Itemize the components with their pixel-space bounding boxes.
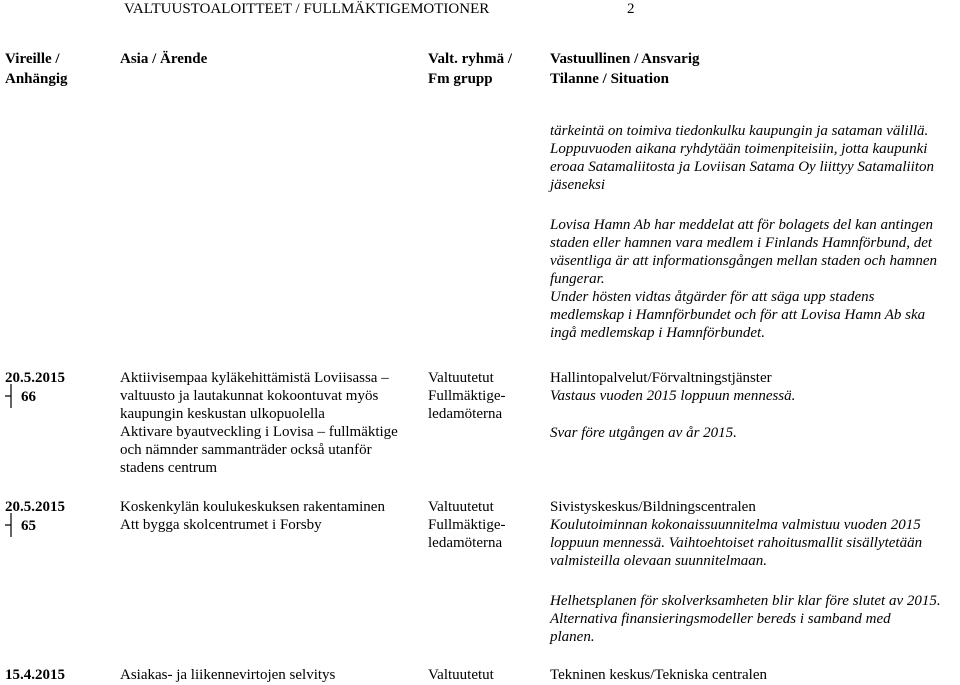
row-date: 15.4.2015 [5, 667, 65, 683]
continued-status-fi: tärkeintä on toimiva tiedonkulku kaupungin ja sataman välillä. Loppuvuoden aikana ryhdytään toimenpiteisiin, jotta kaupunki eroaa Satamaliitosta ja Loviisan Satama Oy liittyy Satamaliiton jäseneksi [550, 123, 935, 193]
column-header-group: Valt. ryhmä / Fm grupp [428, 51, 513, 87]
continued-status-sv: Lovisa Hamn Ab har meddelat att för bolagets del kan antingen staden eller hamnen vara medlem i Finlands Hamnförbund, det väsentliga är att informationsgången mellan staden och hamnen fungerar. Under hösten vidtas åtgärder för att säga upp stadens medlemskap i Hamnförbundet och för att Lovisa Hamn Ab ska ingå medlemskap i Hamnförbundet. [550, 217, 938, 341]
row-number: 66 [21, 389, 36, 405]
column-header-subject: Asia / Ärende [120, 51, 208, 67]
row-responsible: Tekninen keskus/Tekniska centralen [550, 667, 767, 683]
row-status-sv: Svar före utgången av år 2015. [550, 425, 737, 441]
bracket-marker [4, 512, 16, 538]
column-header-responsible: Vastuullinen / Ansvarig Tilanne / Situation [550, 51, 700, 87]
row-status-fi: Koulutoiminnan kokonaissuunnitelma valmistuu vuoden 2015 loppuun mennessä. Vaihtoehtoiset rahoitusmallit sisällytetään valmisteilla olevaan suunnitelmaan. [550, 517, 923, 569]
row-group: Valtuutetut Fullmäktige- ledamöterna [428, 499, 506, 551]
row-number: 65 [21, 518, 36, 534]
row-date: 20.5.2015 [5, 370, 65, 386]
row-responsible: Sivistyskeskus/Bildningscentralen [550, 499, 756, 515]
bracket-marker [4, 383, 16, 409]
row-status-sv: Helhetsplanen för skolverksamheten blir klar före slutet av 2015. Alternativa finansieringsmodeller bereds i samband med planen. [550, 593, 941, 645]
document-title: VALTUUSTOALOITTEET / FULLMÄKTIGEMOTIONER [124, 1, 490, 17]
row-status-fi: Vastaus vuoden 2015 loppuun mennessä. [550, 388, 796, 404]
row-subject: Asiakas- ja liikennevirtojen selvitys [120, 667, 336, 683]
row-subject: Koskenkylän koulukeskuksen rakentaminen Att bygga skolcentrumet i Forsby [120, 499, 385, 533]
row-group: Valtuutetut [428, 667, 494, 683]
row-subject: Aktiivisempaa kyläkehittämistä Loviisassa – valtuusto ja lautakunnat kokoontuvat myös kaupungin keskustan ulkopuolella Aktivare byautveckling i Lovisa – fullmäktige och nämnder sammanträder också utanför stadens centrum [120, 370, 398, 476]
column-header-date: Vireille / Anhängig [5, 51, 68, 87]
row-date: 20.5.2015 [5, 499, 65, 515]
row-responsible: Hallintopalvelut/Förvaltningstjänster [550, 370, 772, 386]
page-number: 2 [627, 1, 635, 17]
row-group: Valtuutetut Fullmäktige- ledamöterna [428, 370, 506, 422]
